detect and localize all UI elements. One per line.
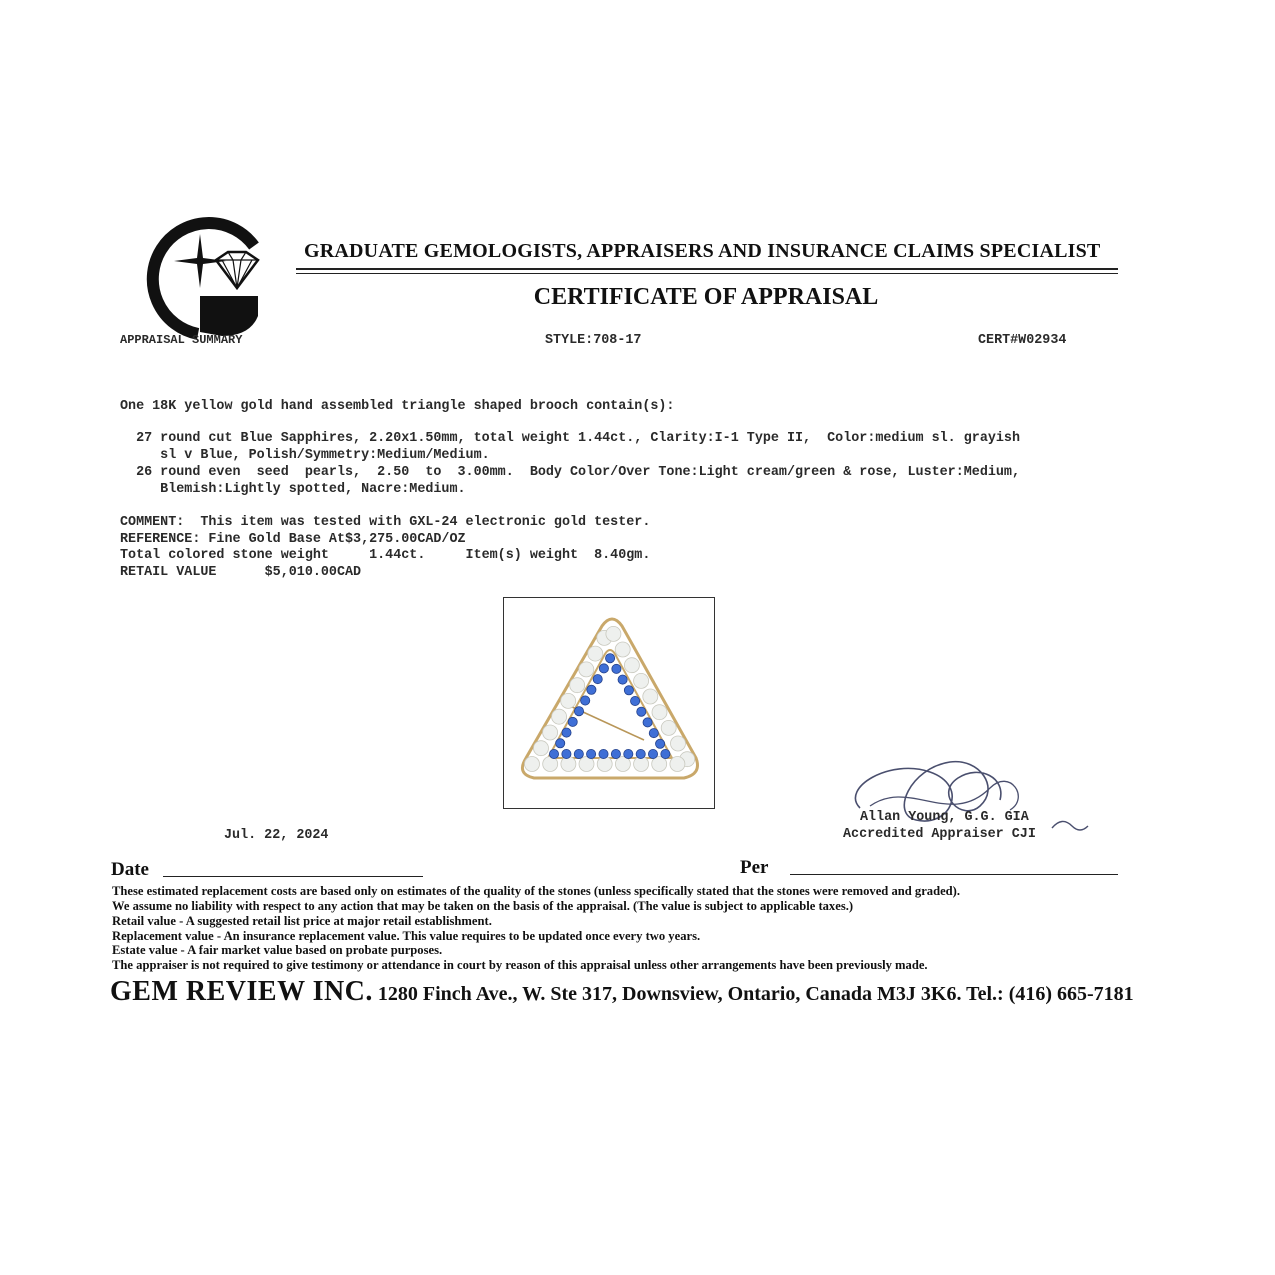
pearl-icon bbox=[643, 689, 658, 704]
sapphire-icon bbox=[661, 749, 670, 758]
sapphire-icon bbox=[562, 728, 571, 737]
pearl-line-1: 26 round even seed pearls, 2.50 to 3.00mm. Body Color/Over Tone:Light cream/green & rose, Luster:Medium, bbox=[120, 465, 1020, 480]
sapphire-icon bbox=[568, 717, 577, 726]
pearl-icon bbox=[561, 757, 576, 772]
sapphire-icon bbox=[556, 739, 565, 748]
pearl-icon bbox=[606, 626, 621, 641]
per-rule bbox=[790, 874, 1118, 875]
pearl-icon bbox=[525, 757, 540, 772]
organization-heading: GRADUATE GEMOLOGISTS, APPRAISERS AND INSURANCE CLAIMS SPECIALIST bbox=[304, 240, 1101, 262]
pearl-icon bbox=[671, 736, 686, 751]
sapphire-icon bbox=[636, 749, 645, 758]
disclaimer-line-2: We assume no liability with respect to any action that may be taken on the basis of the appraisal. (The value is subject to applicable taxes.) bbox=[112, 899, 854, 913]
sapphire-icon bbox=[648, 749, 657, 758]
pearl-icon bbox=[652, 705, 667, 720]
date-label: Date bbox=[111, 859, 149, 880]
disclaimer-line-1: These estimated replacement costs are based only on estimates of the quality of the stones (unless specifically stated that the stones were removed and graded). bbox=[112, 884, 961, 898]
style-number: STYLE:708-17 bbox=[545, 333, 642, 348]
sapphire-icon bbox=[599, 749, 608, 758]
sapphire-icon bbox=[624, 749, 633, 758]
disclaimer-line-4: Replacement value - An insurance replacement value. This value requires to be updated once every two years. bbox=[112, 929, 701, 943]
disclaimer-line-3: Retail value - A suggested retail list price at major retail establishment. bbox=[112, 914, 492, 928]
disclaimer-line-5: Estate value - A fair market value based on probate purposes. bbox=[112, 943, 443, 957]
appraisal-summary-label: APPRAISAL SUMMARY bbox=[120, 333, 243, 347]
comment-line: COMMENT: This item was tested with GXL-24 electronic gold tester. bbox=[120, 515, 651, 530]
sapphire-icon bbox=[606, 654, 615, 663]
company-address: 1280 Finch Ave., W. Ste 317, Downsview, Ontario, Canada M3J 3K6. Tel.: (416) 665-7181 bbox=[372, 983, 1134, 1005]
triangle-brooch-icon bbox=[504, 598, 714, 808]
company-logo bbox=[138, 212, 268, 340]
pearl-icon bbox=[624, 658, 639, 673]
pearl-line-2: Blemish:Lightly spotted, Nacre:Medium. bbox=[120, 482, 466, 497]
sapphire-icon bbox=[637, 707, 646, 716]
pearl-icon bbox=[661, 720, 676, 735]
reference-line: REFERENCE: Fine Gold Base At$3,275.00CAD/OZ bbox=[120, 532, 466, 547]
pearl-icon bbox=[634, 673, 649, 688]
sapphire-icon bbox=[593, 675, 602, 684]
pearl-icon bbox=[615, 642, 630, 657]
company-footer bbox=[110, 976, 1134, 1008]
pearl-icon bbox=[543, 725, 558, 740]
appraisal-date: Jul. 22, 2024 bbox=[224, 828, 329, 843]
retail-value-line: RETAIL VALUE $5,010.00CAD bbox=[120, 565, 362, 580]
pearl-icon bbox=[579, 662, 594, 677]
sapphire-icon bbox=[574, 749, 583, 758]
brooch-photo bbox=[503, 597, 715, 809]
sapphire-icon bbox=[587, 685, 596, 694]
pearl-icon bbox=[534, 741, 549, 756]
company-name: GEM REVIEW INC. bbox=[110, 976, 373, 1007]
sapphire-icon bbox=[612, 664, 621, 673]
cert-number: CERT#W02934 bbox=[978, 333, 1067, 348]
certificate-title: CERTIFICATE OF APPRAISAL bbox=[533, 284, 879, 310]
sapphire-icon bbox=[574, 707, 583, 716]
sapphire-icon bbox=[587, 749, 596, 758]
disclaimer-line-6: The appraiser is not required to give testimony or attendance in court by reason of this appraisal unless other arrangements have been previously made. bbox=[112, 958, 928, 972]
pearl-icon bbox=[588, 646, 603, 661]
sapphire-icon bbox=[618, 675, 627, 684]
sapphire-icon bbox=[562, 749, 571, 758]
item-intro: One 18K yellow gold hand assembled triangle shaped brooch contain(s): bbox=[120, 399, 675, 414]
sapphire-icon bbox=[656, 739, 665, 748]
appraiser-title: Accredited Appraiser CJI bbox=[843, 827, 1036, 842]
header-rule-bottom bbox=[296, 273, 1118, 274]
per-label: Per bbox=[740, 857, 769, 878]
sapphire-icon bbox=[549, 749, 558, 758]
sapphire-line-1: 27 round cut Blue Sapphires, 2.20x1.50mm, total weight 1.44ct., Clarity:I-1 Type II, Color:medium sl. grayish bbox=[120, 431, 1020, 446]
pearl-icon bbox=[670, 757, 685, 772]
sapphire-icon bbox=[611, 749, 620, 758]
sapphire-icon bbox=[643, 718, 652, 727]
sapphire-icon bbox=[581, 696, 590, 705]
header-rule-top bbox=[296, 268, 1118, 270]
appraiser-name: Allan Young, G.G. GIA bbox=[860, 810, 1029, 825]
sapphire-icon bbox=[599, 664, 608, 673]
weight-line: Total colored stone weight 1.44ct. Item(s) weight 8.40gm. bbox=[120, 548, 651, 563]
pearl-icon bbox=[561, 693, 576, 708]
date-rule bbox=[163, 876, 423, 877]
gg-gem-logo-icon bbox=[138, 212, 268, 340]
pearl-icon bbox=[552, 709, 567, 724]
pearl-icon bbox=[570, 678, 585, 693]
sapphire-icon bbox=[624, 686, 633, 695]
sapphire-icon bbox=[631, 696, 640, 705]
sapphire-line-2: sl v Blue, Polish/Symmetry:Medium/Medium. bbox=[120, 448, 490, 463]
sapphire-icon bbox=[649, 729, 658, 738]
